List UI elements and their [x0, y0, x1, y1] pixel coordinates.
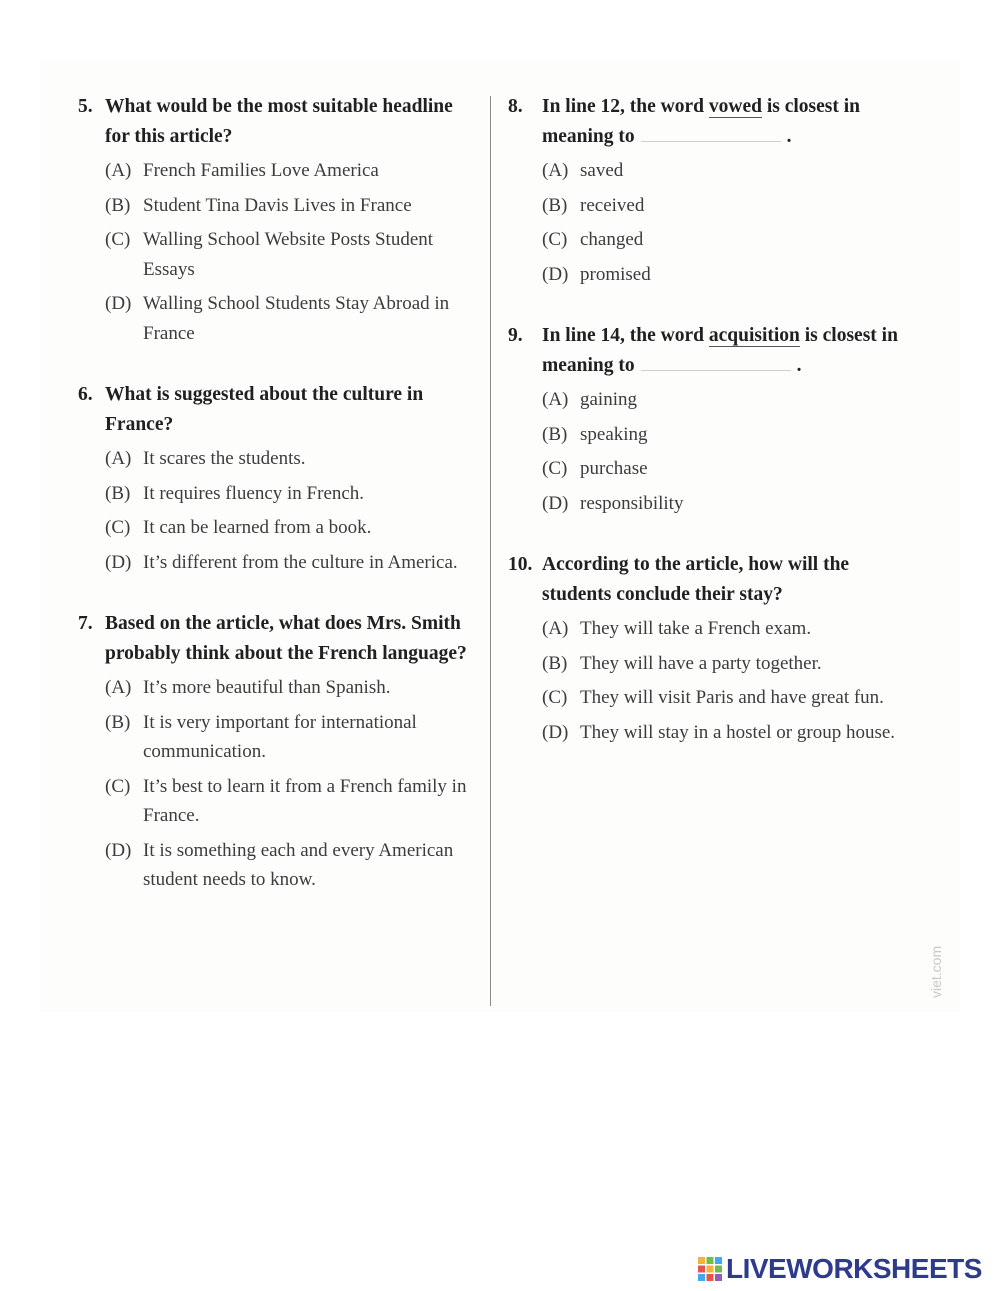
option-letter: (D)	[105, 839, 132, 861]
option-b[interactable]	[78, 708, 480, 767]
option-letter: (C)	[105, 775, 131, 797]
option-a[interactable]	[508, 156, 908, 186]
option-letter: (D)	[542, 263, 569, 285]
question-text: What would be the most suitable headline for this article?	[105, 96, 453, 147]
option-letter: (B)	[105, 194, 131, 216]
end-mark: .	[786, 126, 792, 147]
option-text: It is something each and every American student needs to know.	[143, 839, 454, 890]
question-stem	[508, 321, 908, 381]
option-text: changed	[580, 229, 644, 250]
question-text: Based on the article, what does Mrs. Smith probably think about the French language?	[105, 613, 467, 664]
option-letter: (A)	[542, 618, 569, 639]
question-6	[78, 380, 480, 577]
answer-options	[508, 156, 908, 289]
option-letter: (A)	[105, 448, 132, 469]
option-text: Walling School Students Stay Abroad in France	[143, 293, 450, 344]
option-letter: (D)	[542, 721, 569, 743]
option-letter: (D)	[105, 551, 132, 573]
option-text: speaking	[580, 423, 648, 445]
answer-blank[interactable]	[641, 125, 781, 142]
option-c[interactable]	[508, 683, 908, 713]
option-text: They will have a party together.	[580, 652, 822, 674]
left-column	[78, 92, 480, 927]
question-stem	[78, 380, 480, 440]
question-stem	[508, 92, 908, 152]
option-text: It can be learned from a book.	[143, 517, 372, 538]
option-text: It’s more beautiful than Spanish.	[143, 677, 391, 698]
option-letter: (A)	[542, 389, 569, 410]
option-a[interactable]	[78, 156, 480, 186]
option-text: Student Tina Davis Lives in France	[143, 194, 412, 216]
option-text: received	[580, 194, 645, 216]
liveworksheets-logo-icon	[697, 1256, 723, 1282]
option-letter: (B)	[542, 423, 568, 445]
question-number: 9.	[508, 325, 523, 346]
option-letter: (A)	[542, 160, 569, 181]
option-text: Walling School Website Posts Student Essays	[143, 229, 434, 280]
option-letter: (B)	[105, 482, 131, 504]
option-letter: (C)	[542, 458, 568, 479]
question-stem	[78, 92, 480, 152]
answer-options	[508, 614, 908, 747]
option-a[interactable]	[508, 614, 908, 644]
question-text	[542, 92, 908, 152]
option-d[interactable]	[78, 836, 480, 895]
question-10	[508, 550, 908, 747]
option-a[interactable]	[508, 385, 908, 415]
option-text: It’s best to learn it from a French family in France.	[143, 775, 467, 826]
option-b[interactable]	[508, 420, 908, 450]
option-text: saved	[580, 160, 624, 181]
answer-options	[78, 673, 480, 895]
stem-after: is closest in meaning to	[542, 96, 860, 147]
option-c[interactable]	[508, 225, 908, 255]
keyword-vowed: vowed	[708, 96, 762, 117]
option-letter: (B)	[542, 652, 568, 674]
option-text: responsibility	[580, 492, 684, 514]
option-text: gaining	[580, 389, 637, 410]
question-9	[508, 321, 908, 518]
option-b[interactable]	[508, 649, 908, 679]
question-text	[542, 321, 908, 381]
stem-after: is closest in meaning to	[542, 325, 898, 376]
question-number: 10.	[508, 554, 533, 575]
question-8	[508, 92, 908, 289]
option-b[interactable]	[78, 479, 480, 509]
end-mark: .	[796, 355, 802, 376]
option-text: purchase	[580, 458, 648, 479]
question-text: According to the article, how will the students conclude their stay?	[542, 554, 850, 605]
answer-options	[78, 444, 480, 577]
option-text: They will stay in a hostel or group house.	[580, 721, 896, 743]
option-a[interactable]	[78, 444, 480, 474]
option-c[interactable]	[78, 513, 480, 543]
option-text: It requires fluency in French.	[143, 482, 365, 504]
stem-before: In line 12, the word	[542, 96, 704, 117]
site-watermark: viet.com	[928, 945, 944, 998]
keyword-acquisition: acquisition	[708, 325, 800, 346]
option-text: promised	[580, 263, 651, 285]
option-text: It is very important for international communication.	[143, 711, 417, 762]
option-b[interactable]	[78, 191, 480, 221]
column-divider	[490, 96, 491, 1006]
option-letter: (A)	[105, 160, 132, 181]
option-text: French Families Love America	[143, 160, 379, 181]
option-letter: (C)	[105, 229, 131, 250]
question-stem	[78, 609, 480, 669]
option-text: It scares the students.	[143, 448, 306, 469]
option-text: It’s different from the culture in America.	[143, 551, 458, 573]
option-d[interactable]	[508, 718, 908, 748]
answer-options	[508, 385, 908, 518]
option-c[interactable]	[508, 454, 908, 484]
question-text: What is suggested about the culture in France?	[105, 384, 424, 435]
option-a[interactable]	[78, 673, 480, 703]
answer-options	[78, 156, 480, 348]
option-text: They will visit Paris and have great fun.	[580, 687, 884, 708]
question-number: 5.	[78, 96, 93, 117]
option-d[interactable]	[508, 489, 908, 519]
option-letter: (A)	[105, 677, 132, 698]
option-letter: (B)	[542, 194, 568, 216]
option-letter: (D)	[542, 492, 569, 514]
question-number: 7.	[78, 613, 93, 634]
stem-before: In line 14, the word	[542, 325, 704, 346]
option-d[interactable]	[78, 289, 480, 348]
option-letter: (C)	[542, 229, 568, 250]
option-letter: (B)	[105, 711, 131, 733]
brand-name: LIVEWORKSHEETS	[726, 1253, 982, 1284]
question-7	[78, 609, 480, 895]
liveworksheets-brand[interactable]	[697, 1252, 982, 1286]
answer-blank[interactable]	[641, 354, 791, 371]
option-c[interactable]	[78, 225, 480, 284]
option-d[interactable]	[508, 260, 908, 290]
option-letter: (C)	[542, 687, 568, 708]
option-d[interactable]	[78, 548, 480, 578]
question-number: 6.	[78, 384, 93, 405]
option-c[interactable]	[78, 772, 480, 831]
option-text: They will take a French exam.	[580, 618, 812, 639]
question-stem	[508, 550, 908, 610]
option-b[interactable]	[508, 191, 908, 221]
option-letter: (C)	[105, 517, 131, 538]
question-5	[78, 92, 480, 348]
right-column	[508, 92, 908, 779]
question-number: 8.	[508, 96, 523, 117]
option-letter: (D)	[105, 293, 132, 314]
